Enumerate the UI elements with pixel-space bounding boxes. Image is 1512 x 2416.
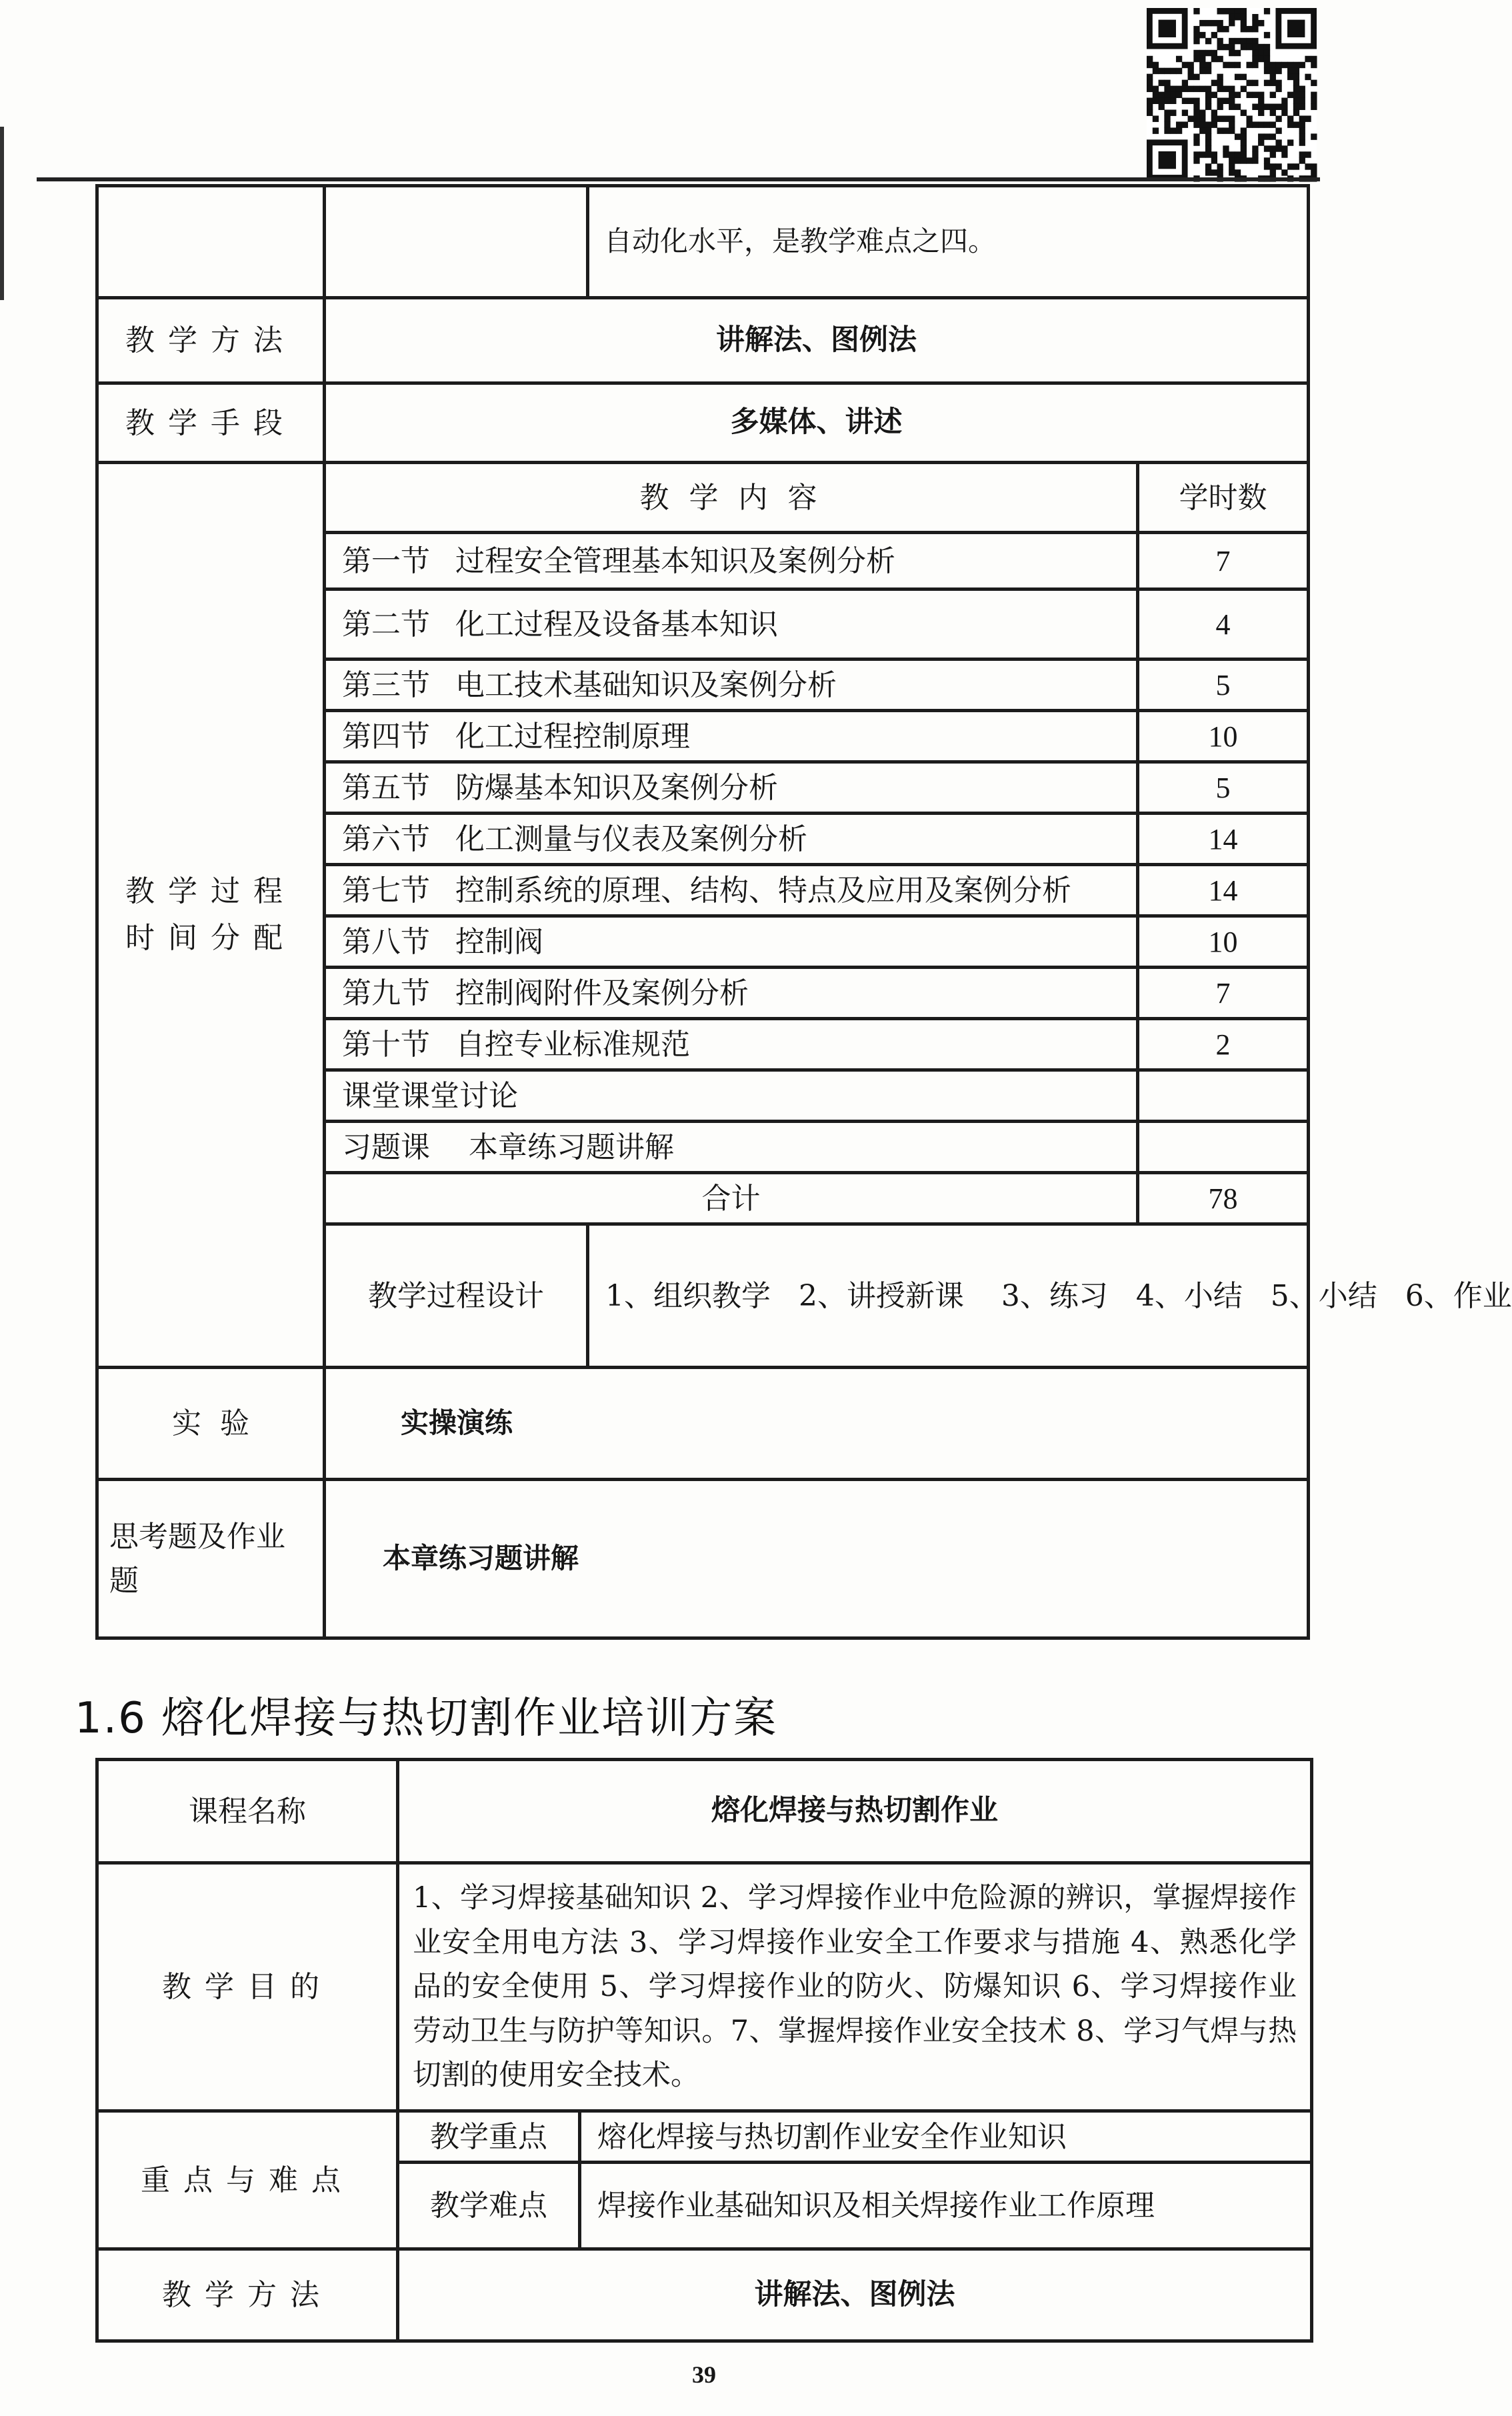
- row-hours: 2: [1138, 1019, 1309, 1070]
- key-point-label: 教学重点: [398, 2111, 580, 2163]
- row-section: 第十节: [342, 1027, 430, 1062]
- row-title: 自控专业标准规范: [455, 1027, 690, 1062]
- row-title: 化工过程控制原理: [455, 719, 690, 754]
- row-content: [325, 533, 1138, 589]
- row-hours: 4: [1138, 589, 1309, 660]
- continued-label-cell: [97, 186, 325, 298]
- hours-header: 学时数: [1138, 463, 1309, 533]
- row-content: [325, 762, 1138, 814]
- row-section: 第一节: [342, 543, 430, 578]
- row-title: 控制阀: [455, 924, 543, 959]
- homework-value: 本章练习题讲解: [325, 1480, 1309, 1638]
- row-hours: 5: [1138, 762, 1309, 814]
- row-title: 本章练习题讲解: [469, 1130, 674, 1164]
- row-hours: 7: [1138, 533, 1309, 589]
- exercise-row: [325, 1122, 1138, 1173]
- row-section: 第三节: [342, 668, 430, 702]
- content-header: 教 学 内 容: [325, 463, 1138, 533]
- page-number: 39: [692, 2361, 716, 2388]
- row-section: 第二节: [342, 607, 430, 642]
- method-value: 讲解法、图例法: [398, 2249, 1312, 2341]
- difficult-label: 教学难点: [398, 2163, 580, 2249]
- row-content: [325, 589, 1138, 660]
- row-content: [325, 814, 1138, 865]
- total-hours: 78: [1138, 1173, 1309, 1224]
- section-heading: 1.6 熔化焊接与热切割作业培训方案: [75, 1694, 778, 1743]
- row-content: [325, 1019, 1138, 1070]
- key-point-value: 熔化焊接与热切割作业安全作业知识: [580, 2111, 1312, 2163]
- key-difficult-label: 重点与难点: [97, 2111, 398, 2249]
- continued-text: 自动化水平，是教学难点之四。: [588, 186, 1309, 298]
- teaching-means-label: 教学手段: [97, 383, 325, 463]
- time-allocation-label-line1: 教学过程: [125, 874, 296, 908]
- row-content: [325, 711, 1138, 762]
- time-allocation-label-line2: 时间分配: [125, 921, 296, 955]
- row-section: 第八节: [342, 924, 430, 959]
- method-label: 教学方法: [97, 2249, 398, 2341]
- row-content: [325, 865, 1138, 916]
- time-allocation-label: [97, 463, 325, 1368]
- page-edge-line: [0, 127, 4, 300]
- row-section: 第七节: [342, 873, 430, 908]
- discussion-row: 课堂课堂讨论: [325, 1070, 1138, 1122]
- row-title: 化工过程及设备基本知识: [455, 607, 778, 642]
- homework-label: 思考题及作业题: [97, 1480, 325, 1638]
- difficult-value: 焊接作业基础知识及相关焊接作业工作原理: [580, 2163, 1312, 2249]
- row-title: 电工技术基础知识及案例分析: [455, 668, 837, 702]
- exercise-hours: [1138, 1122, 1309, 1173]
- row-section: 第九节: [342, 976, 430, 1010]
- process-design-value: 1、组织教学 2、讲授新课 3、练习 4、小结 5、小结 6、作业: [588, 1224, 1309, 1368]
- row-section: 习题课: [342, 1130, 430, 1164]
- teaching-method-value: 讲解法、图例法: [325, 298, 1309, 383]
- row-title: 控制阀附件及案例分析: [455, 976, 749, 1010]
- row-section: 第五节: [342, 770, 430, 805]
- row-section: 第四节: [342, 719, 430, 754]
- row-hours: 10: [1138, 711, 1309, 762]
- process-design-label: 教学过程设计: [325, 1224, 588, 1368]
- teaching-plan-table: [95, 184, 1512, 1640]
- row-hours: 14: [1138, 865, 1309, 916]
- total-label: 合计: [325, 1173, 1138, 1224]
- experiment-label: 实 验: [97, 1368, 325, 1480]
- qr-code-graphic: [1147, 8, 1317, 181]
- row-content: [325, 916, 1138, 968]
- course-name-value: 熔化焊接与热切割作业: [398, 1760, 1312, 1863]
- row-section: 第六节: [342, 822, 430, 856]
- row-content: [325, 660, 1138, 711]
- row-content: [325, 968, 1138, 1019]
- discussion-hours: [1138, 1070, 1309, 1122]
- row-title: 控制系统的原理、结构、特点及应用及案例分析: [455, 873, 1071, 908]
- teaching-means-value: 多媒体、讲述: [325, 383, 1309, 463]
- row-hours: 14: [1138, 814, 1309, 865]
- experiment-value: 实操演练: [325, 1368, 1309, 1480]
- row-hours: 7: [1138, 968, 1309, 1019]
- objective-value: 1、学习焊接基础知识 2、学习焊接作业中危险源的辨识，掌握焊接作业安全用电方法 3、学习焊接作业安全工作要求与措施 4、熟悉化学品的安全使用 5、学习焊接作业的防火、防爆知识 6、学习焊接作业劳动卫生与防护等知识。7、掌握焊接作业安全技术 8、学习气焊与热切割的使用安全技术。: [398, 1863, 1312, 2111]
- row-hours: 10: [1138, 916, 1309, 968]
- row-hours: 5: [1138, 660, 1309, 711]
- course-name-label: 课程名称: [97, 1760, 398, 1863]
- continued-mid-cell: [325, 186, 588, 298]
- row-title: 防爆基本知识及案例分析: [455, 770, 778, 805]
- top-rule: [37, 177, 1320, 181]
- welding-course-table: [95, 1758, 1313, 2343]
- row-title: 化工测量与仪表及案例分析: [455, 822, 807, 856]
- teaching-method-label: 教学方法: [97, 298, 325, 383]
- row-title: 过程安全管理基本知识及案例分析: [455, 543, 895, 578]
- objective-label: 教学目的: [97, 1863, 398, 2111]
- qr-code-icon: [1147, 8, 1317, 181]
